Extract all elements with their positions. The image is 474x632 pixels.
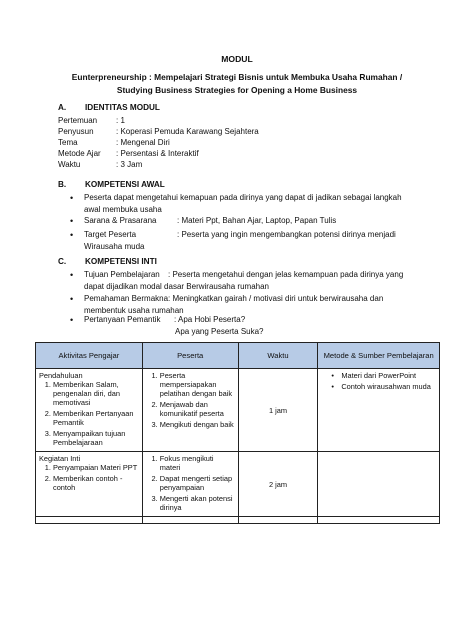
identity-row-waktu	[58, 160, 142, 169]
aktivitas-list	[39, 380, 139, 447]
section-c-title: KOMPETENSI INTI	[85, 257, 157, 266]
cell-metode	[318, 369, 440, 452]
list-item	[331, 371, 436, 380]
bullet-icon: •	[70, 193, 74, 203]
identity-key: Waktu	[58, 160, 81, 169]
cell-metode	[318, 452, 440, 517]
section-a-title: IDENTITAS MODUL	[85, 103, 160, 112]
bullet-text-continued: Apa yang Peserta Suka?	[175, 327, 264, 336]
peserta-list	[146, 371, 235, 429]
bullet-text-continued: Wirausaha muda	[84, 242, 145, 251]
list-item: 1. Peserta mempersiapakan pelatihan dengan baik	[160, 371, 235, 398]
lesson-activity-table	[35, 342, 440, 524]
identity-value: : Persentasi & Interaktif	[116, 149, 199, 158]
bullet-value: : Peserta yang ingin mengembangkan potensi dirinya menjadi	[177, 230, 396, 239]
bullet-value: : Peserta mengetahui dengan jelas kemampuan pada dirinya yang	[168, 270, 404, 279]
empty-cell	[238, 517, 318, 524]
empty-cell	[142, 517, 238, 524]
section-b-title: KOMPETENSI AWAL	[85, 180, 165, 189]
section-c-heading	[58, 257, 157, 266]
cell-aktivitas	[36, 369, 143, 452]
table-row	[36, 369, 440, 452]
identity-row-pertemuan	[58, 116, 125, 125]
bullet-icon: •	[70, 230, 74, 240]
bullet-icon: •	[70, 216, 74, 226]
bullet-icon: •	[70, 294, 74, 304]
identity-key: Penyusun	[58, 127, 94, 136]
bullet-text-continued: awal membuka usaha	[84, 205, 162, 214]
metode-list	[321, 371, 436, 391]
list-item: 3. Mengikuti dengan baik	[160, 420, 235, 429]
bullet-label: Tujuan Pembelajaran	[84, 270, 160, 279]
peserta-list	[146, 454, 235, 512]
document-subtitle-line1: Eunterpreneurship : Mempelajari Strategi Bisnis untuk Membuka Usaha Rumahan /	[71, 72, 403, 82]
bullet-label: Sarana & Prasarana	[84, 216, 157, 225]
list-item-text: Contoh wirausahwan muda	[341, 382, 431, 391]
header-aktivitas: Aktivitas Pengajar	[36, 343, 143, 369]
document-subtitle-line2: Studying Business Strategies for Opening a Home Business	[116, 85, 358, 95]
cell-peserta	[142, 452, 238, 517]
bullet-value: : Materi Ppt, Bahan Ajar, Laptop, Papan Tulis	[177, 216, 337, 225]
bullet-label: Target Peserta	[84, 230, 137, 239]
header-waktu: Waktu	[238, 343, 318, 369]
list-item: 2. Memberikan contoh - contoh	[53, 474, 139, 492]
empty-cell	[318, 517, 440, 524]
identity-row-penyusun	[58, 127, 259, 136]
identity-key: Metode Ajar	[58, 149, 101, 158]
document-title: MODUL	[221, 54, 253, 64]
aktivitas-list	[39, 463, 139, 492]
identity-value: : Koperasi Pemuda Karawang Sejahtera	[116, 127, 259, 136]
bullet-text-continued: dapat dijadikan modal dasar Berwirausaha rumahan	[84, 282, 269, 291]
bullet-text-continued: membentuk usaha rumahan	[84, 306, 184, 315]
row-heading: Pendahuluan	[39, 371, 83, 380]
list-item: 3. Menyampaikan tujuan Pembelajaraan	[53, 429, 139, 447]
list-item: 1. Fokus mengikuti materi	[160, 454, 235, 472]
list-item: 3. Mengerti akan potensi dirinya	[160, 494, 235, 512]
identity-key: Pertemuan	[58, 116, 98, 125]
bullet-text: Peserta dapat mengetahui kemapuan pada dirinya yang dapat di jadikan sebagai langkah	[84, 193, 402, 202]
bullet-label: Pertanyaan Pemantik	[84, 315, 161, 324]
identity-value: : 3 Jam	[116, 160, 143, 169]
row-heading: Kegiatan Inti	[39, 454, 81, 463]
bullet-value: : Apa Hobi Peserta?	[174, 315, 246, 324]
cell-waktu: 2 jam	[238, 452, 318, 517]
section-a-heading	[58, 103, 160, 112]
list-item-text: Materi dari PowerPoint	[341, 371, 417, 380]
list-item: 1. Penyampaian Materi PPT	[53, 463, 139, 472]
table-row	[36, 452, 440, 517]
identity-row-metode	[58, 149, 199, 158]
cell-aktivitas	[36, 452, 143, 517]
identity-value: : Mengenal Diri	[116, 138, 170, 147]
identity-row-tema	[58, 138, 170, 147]
bullet-label: Pemahaman Bermakna	[84, 294, 169, 303]
bullet-icon: •	[331, 371, 334, 380]
table-header-row	[36, 343, 440, 369]
identity-key: Tema	[58, 138, 78, 147]
identity-value: : 1	[116, 116, 125, 125]
bullet-icon: •	[70, 270, 74, 280]
table-row-empty	[36, 517, 440, 524]
list-item: 1. Memberikan Salam, pengenalan diri, dan memotivasi	[53, 380, 139, 407]
list-item	[331, 382, 436, 391]
empty-cell	[36, 517, 143, 524]
header-peserta: Peserta	[142, 343, 238, 369]
section-b-heading	[58, 180, 165, 189]
list-item: 2. Dapat mengerti setiap penyampaian	[160, 474, 235, 492]
list-item: 2. Memberikan Pertanyaan Pemantik	[53, 409, 139, 427]
cell-waktu: 1 jam	[238, 369, 318, 452]
section-b-number: B.	[58, 180, 67, 189]
list-item: 2. Menjawab dan komunikatif peserta	[160, 400, 235, 418]
bullet-icon: •	[70, 315, 74, 325]
section-a-number: A.	[58, 103, 67, 112]
section-c-number: C.	[58, 257, 67, 266]
cell-peserta	[142, 369, 238, 452]
header-metode: Metode & Sumber Pembelajaran	[318, 343, 440, 369]
bullet-icon: •	[331, 382, 334, 391]
bullet-value: : Meningkatkan gairah / motivasi diri untuk berwirausaha dan	[168, 294, 384, 303]
